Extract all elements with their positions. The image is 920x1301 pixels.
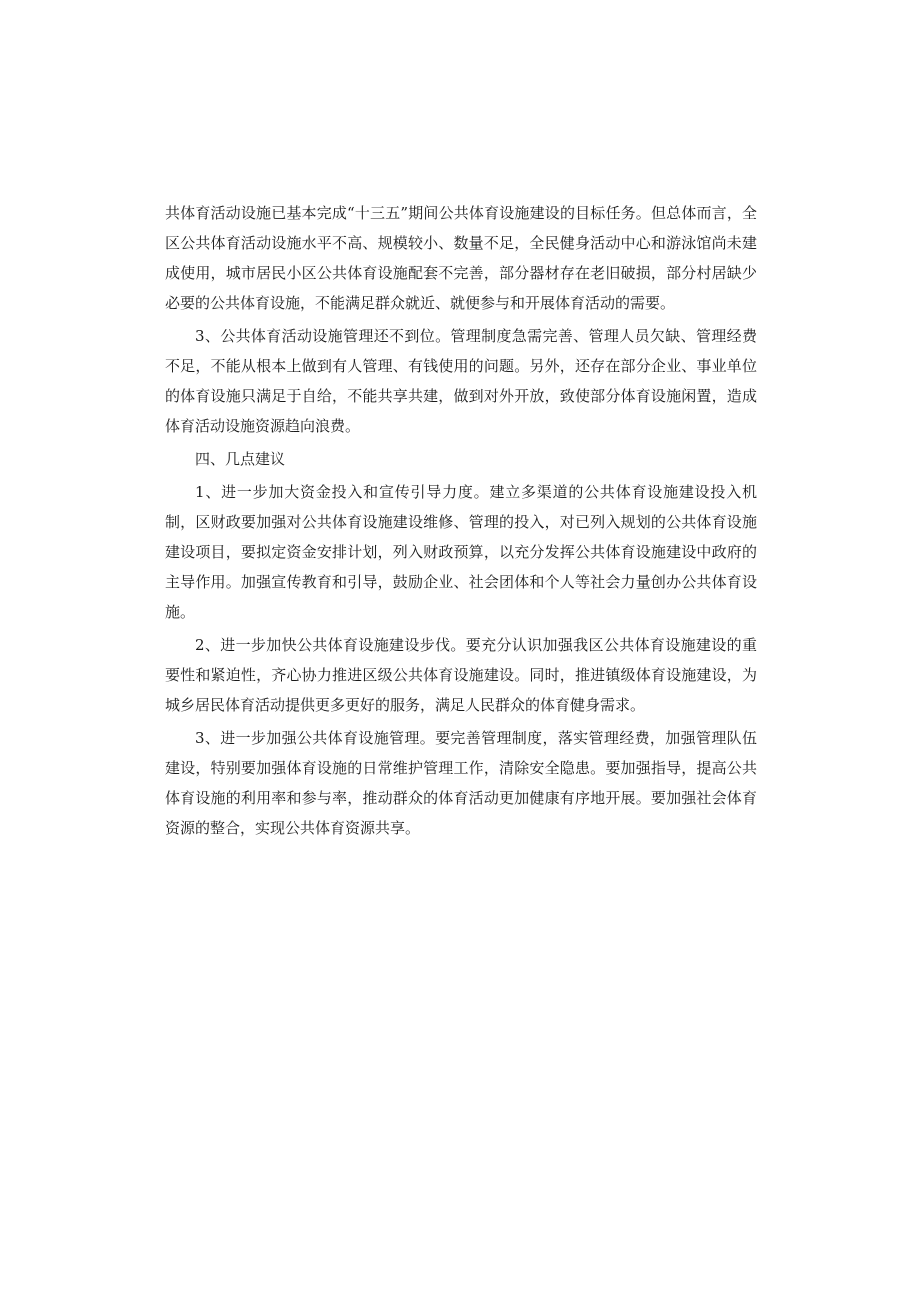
document-body [165,198,757,846]
paragraph-suggestion-construction: 2、进一步加快公共体育设施建设步伐。要充分认识加强我区公共体育设施建设的重要性和紧迫性，齐心协力推进区级公共体育设施建设。同时，推进镇级体育设施建设，为城乡居民体育活动提供更多更好的服务，满足人民群众的体育健身需求。 [165,636,757,714]
paragraph-suggestion-funding: 1、进一步加大资金投入和宣传引导力度。建立多渠道的公共体育设施建设投入机制，区财政要加强对公共体育设施建设维修、管理的投入，对已列入规划的公共体育设施建设项目，要拟定资金安排计划，列入财政预算，以充分发挥公共体育设施建设中政府的主导作用。加强宣传教育和引导，鼓励企业、社会团体和个人等社会力量创办公共体育设施。 [165,483,757,621]
paragraph-continued-facilities-status: 共体育活动设施已基本完成“十三五”期间公共体育设施建设的目标任务。但总体而言，全区公共体育活动设施水平不高、规模较小、数量不足，全民健身活动中心和游泳馆尚未建成使用，城市居民小区公共体育设施配套不完善，部分器材存在老旧破损，部分村居缺少必要的公共体育设施，不能满足群众就近、就便参与和开展体育活动的需要。 [165,204,757,312]
paragraph-suggestion-management: 3、进一步加强公共体育设施管理。要完善管理制度，落实管理经费，加强管理队伍建设，特别要加强体育设施的日常维护管理工作，清除安全隐患。要加强指导，提高公共体育设施的利用率和参与率，推动群众的体育活动更加健康有序地开展。要加强社会体育资源的整合，实现公共体育资源共享。 [165,729,757,837]
section-heading-suggestions: 四、几点建议 [195,450,286,468]
paragraph-management-issues: 3、公共体育活动设施管理还不到位。管理制度急需完善、管理人员欠缺、管理经费不足，不能从根本上做到有人管理、有钱使用的问题。另外，还存在部分企业、事业单位的体育设施只满足于自给，不能共享共建，做到对外开放，致使部分体育设施闲置，造成体育活动设施资源趋向浪费。 [165,327,757,435]
